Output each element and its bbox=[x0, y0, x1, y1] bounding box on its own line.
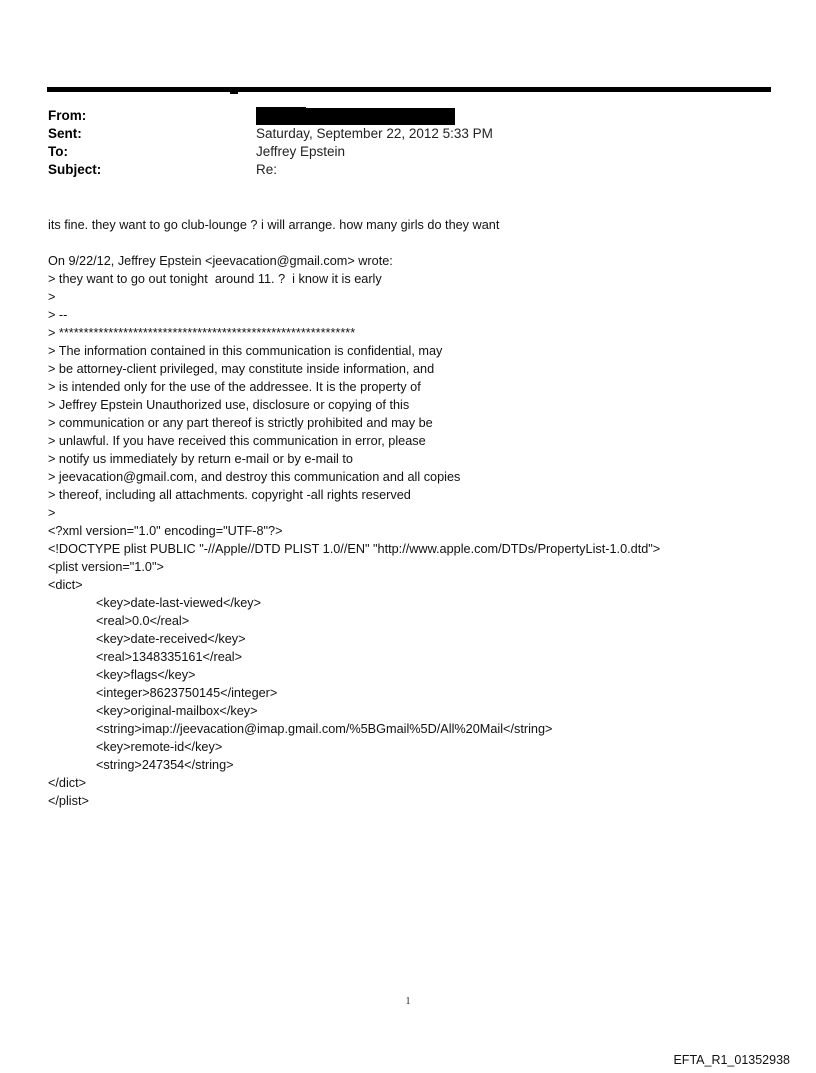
xml-dict-line: <real>1348335161</real> bbox=[96, 650, 243, 664]
xml-dict-line: <real>0.0</real> bbox=[96, 614, 190, 628]
subject-value: Re: bbox=[256, 162, 278, 177]
header-divider-mark bbox=[230, 92, 238, 94]
sent-row bbox=[48, 125, 748, 143]
sent-value: Saturday, September 22, 2012 5:33 PM bbox=[256, 126, 493, 141]
redaction-bar bbox=[256, 108, 455, 125]
quoted-line: > bbox=[48, 290, 56, 304]
xml-line: <!DOCTYPE plist PUBLIC "-//Apple//DTD PLIST 1.0//EN" "http://www.apple.com/DTDs/PropertyList-1.0.dtd"> bbox=[48, 542, 661, 556]
xml-dict-line: <integer>8623750145</integer> bbox=[96, 686, 278, 700]
subject-label: Subject: bbox=[48, 162, 102, 177]
to-row bbox=[48, 143, 748, 161]
quoted-line: > is intended only for the use of the addressee. It is the property of bbox=[48, 380, 421, 394]
from-label: From: bbox=[48, 108, 87, 123]
sent-label: Sent: bbox=[48, 126, 82, 141]
xml-line: </dict> bbox=[48, 776, 87, 790]
xml-line: </plist> bbox=[48, 794, 89, 808]
xml-line: <dict> bbox=[48, 578, 83, 592]
spacer bbox=[48, 234, 788, 252]
xml-dict-line: <key>remote-id</key> bbox=[96, 740, 223, 754]
from-row bbox=[48, 107, 748, 125]
to-value: Jeffrey Epstein bbox=[256, 144, 346, 159]
quoted-line: > bbox=[48, 506, 56, 520]
to-label: To: bbox=[48, 144, 68, 159]
header-divider bbox=[47, 87, 771, 92]
email-header bbox=[48, 107, 748, 179]
quoted-line: > The information contained in this communication is confidential, may bbox=[48, 344, 443, 358]
quoted-line: > ************************************************************ bbox=[48, 326, 356, 340]
quoted-line: > communication or any part thereof is strictly prohibited and may be bbox=[48, 416, 433, 430]
quoted-line: > Jeffrey Epstein Unauthorized use, disclosure or copying of this bbox=[48, 398, 410, 412]
quoted-line: > -- bbox=[48, 308, 68, 322]
quoted-line: > unlawful. If you have received this communication in error, please bbox=[48, 434, 426, 448]
quoted-line: > notify us immediately by return e-mail or by e-mail to bbox=[48, 452, 353, 466]
quoted-line: > thereof, including all attachments. copyright -all rights reserved bbox=[48, 488, 411, 502]
quoted-line: > jeevacation@gmail.com, and destroy this communication and all copies bbox=[48, 470, 461, 484]
xml-dict-line: <string>247354</string> bbox=[96, 758, 234, 772]
email-body bbox=[48, 216, 788, 810]
xml-line: <?xml version="1.0" encoding="UTF-8"?> bbox=[48, 524, 283, 538]
document-id: EFTA_R1_01352938 bbox=[673, 1053, 790, 1067]
xml-dict-line: <key>date-received</key> bbox=[96, 632, 246, 646]
xml-dict-line: <string>imap://jeevacation@imap.gmail.com/%5BGmail%5D/All%20Mail</string> bbox=[96, 722, 553, 736]
quoted-line: > they want to go out tonight around 11. ? i know it is early bbox=[48, 272, 382, 286]
reply-text: its fine. they want to go club-lounge ? i will arrange. how many girls do they want bbox=[48, 218, 500, 232]
xml-line: <plist version="1.0"> bbox=[48, 560, 164, 574]
quoted-line: > be attorney-client privileged, may constitute inside information, and bbox=[48, 362, 435, 376]
xml-dict-line: <key>flags</key> bbox=[96, 668, 196, 682]
subject-row bbox=[48, 161, 748, 179]
quote-intro: On 9/22/12, Jeffrey Epstein <jeevacation@gmail.com> wrote: bbox=[48, 254, 393, 268]
xml-dict-line: <key>original-mailbox</key> bbox=[96, 704, 258, 718]
xml-dict-line: <key>date-last-viewed</key> bbox=[96, 596, 262, 610]
page-number: 1 bbox=[405, 996, 411, 1007]
